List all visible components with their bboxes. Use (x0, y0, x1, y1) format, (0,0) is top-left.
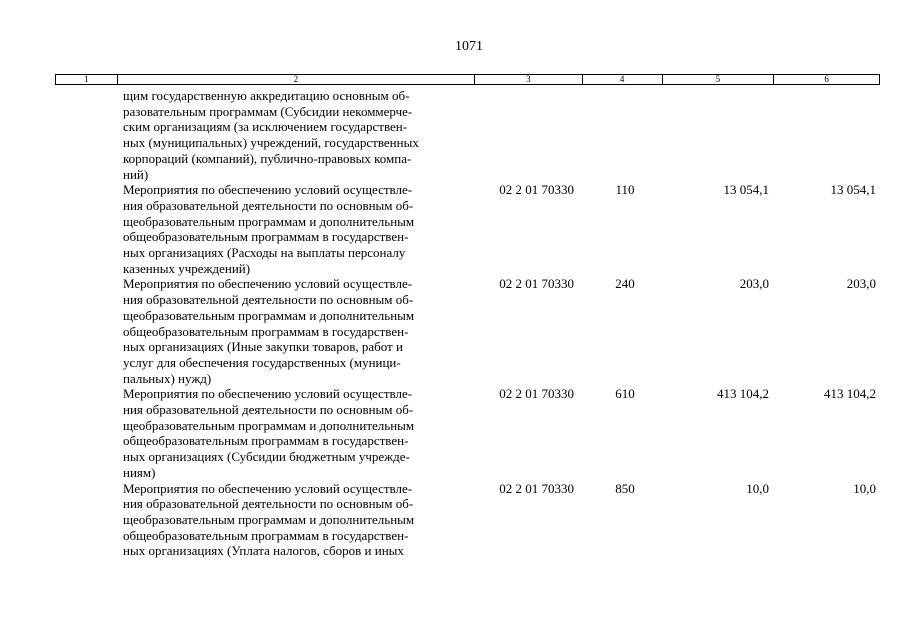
description-line: щеобразовательным программам и дополнительным (123, 307, 415, 323)
column-header-6: 6 (824, 74, 829, 84)
column-header-1: 1 (56, 75, 118, 84)
description-line: ных организациях (Расходы на выплаты персоналу (123, 245, 406, 261)
cell-code (475, 88, 583, 182)
cell-type: 240 (615, 276, 635, 292)
cell-type: 850 (615, 480, 635, 496)
table-row (55, 276, 880, 386)
table-row (55, 182, 880, 276)
table-header (55, 74, 880, 85)
cell-col1 (55, 182, 117, 276)
cell-description (117, 88, 475, 182)
cell-description (117, 386, 475, 480)
column-header-3: 3 (475, 75, 583, 84)
description-line: ний) (123, 166, 149, 182)
cell-value-6: 413 104,2 (824, 386, 876, 402)
description-line: общеобразовательным программам в государствен- (123, 229, 409, 245)
cell-type (583, 88, 663, 182)
description-line: щеобразовательным программам и дополнительным (123, 213, 415, 229)
cell-code: 02 2 01 70330 (499, 386, 574, 402)
description-line: Мероприятия по обеспечению условий осуществле- (123, 276, 413, 292)
description-line: корпораций (компаний), публично-правовых компа- (123, 150, 412, 166)
description-line: ния образовательной деятельности по основным об- (123, 496, 414, 512)
description-line: Мероприятия по обеспечению условий осуществле- (123, 480, 413, 496)
cell-value-5: 13 054,1 (723, 182, 769, 198)
description-line: разовательным программам (Субсидии некоммерче- (123, 103, 413, 119)
table-row (55, 481, 880, 560)
table-body (55, 88, 880, 559)
cell-value-6: 203,0 (846, 276, 876, 292)
description-line: общеобразовательным программам в государствен- (123, 323, 409, 339)
description-line: ниям) (123, 464, 156, 480)
cell-description (117, 182, 475, 276)
description-line: Мероприятия по обеспечению условий осуществле- (123, 386, 413, 402)
cell-code: 02 2 01 70330 (499, 276, 574, 292)
description-line: Мероприятия по обеспечению условий осуществле- (123, 182, 413, 198)
description-line: общеобразовательным программам в государствен- (123, 527, 409, 543)
page-number: 1071 (455, 39, 483, 54)
cell-col1 (55, 88, 117, 182)
description-line: общеобразовательным программам в государствен- (123, 433, 409, 449)
table-row (55, 88, 880, 182)
description-line: ных организациях (Уплата налогов, сборов и иных (123, 543, 404, 559)
cell-value-6: 13 054,1 (830, 182, 876, 198)
description-line: пальных) нужд) (123, 370, 212, 386)
table-row (55, 386, 880, 480)
column-header-2: 2 (118, 75, 475, 84)
description-line: ных организациях (Иные закупки товаров, работ и (123, 339, 403, 355)
cell-code: 02 2 01 70330 (499, 182, 574, 198)
description-line: ния образовательной деятельности по основным об- (123, 292, 414, 308)
cell-value-6: 10,0 (853, 480, 876, 496)
description-line: ским организациям (за исключением государствен- (123, 119, 408, 135)
description-line: ния образовательной деятельности по основным об- (123, 402, 414, 418)
cell-col1 (55, 276, 117, 386)
cell-type: 610 (615, 386, 635, 402)
cell-col1 (55, 481, 117, 560)
cell-value-5: 413 104,2 (717, 386, 769, 402)
cell-col1 (55, 386, 117, 480)
column-header-5: 5 (663, 75, 775, 84)
description-line: щим государственную аккредитацию основным об- (123, 88, 410, 103)
description-line: услуг для обеспечения государственных (муници- (123, 354, 401, 370)
cell-value-5: 203,0 (739, 276, 769, 292)
description-line: ных (муниципальных) учреждений, государственных (123, 135, 419, 151)
description-line: щеобразовательным программам и дополнительным (123, 511, 415, 527)
cell-value-5 (663, 88, 775, 182)
description-line: ния образовательной деятельности по основным об- (123, 197, 414, 213)
cell-code: 02 2 01 70330 (499, 480, 574, 496)
cell-description (117, 276, 475, 386)
description-line: казенных учреждений) (123, 260, 251, 276)
description-line: ных организациях (Субсидии бюджетным учрежде- (123, 449, 410, 465)
cell-description (117, 481, 475, 560)
cell-type: 110 (615, 182, 635, 198)
column-header-4: 4 (583, 75, 663, 84)
description-line: щеобразовательным программам и дополнительным (123, 417, 415, 433)
cell-value-6 (775, 88, 880, 182)
cell-value-5: 10,0 (746, 480, 769, 496)
